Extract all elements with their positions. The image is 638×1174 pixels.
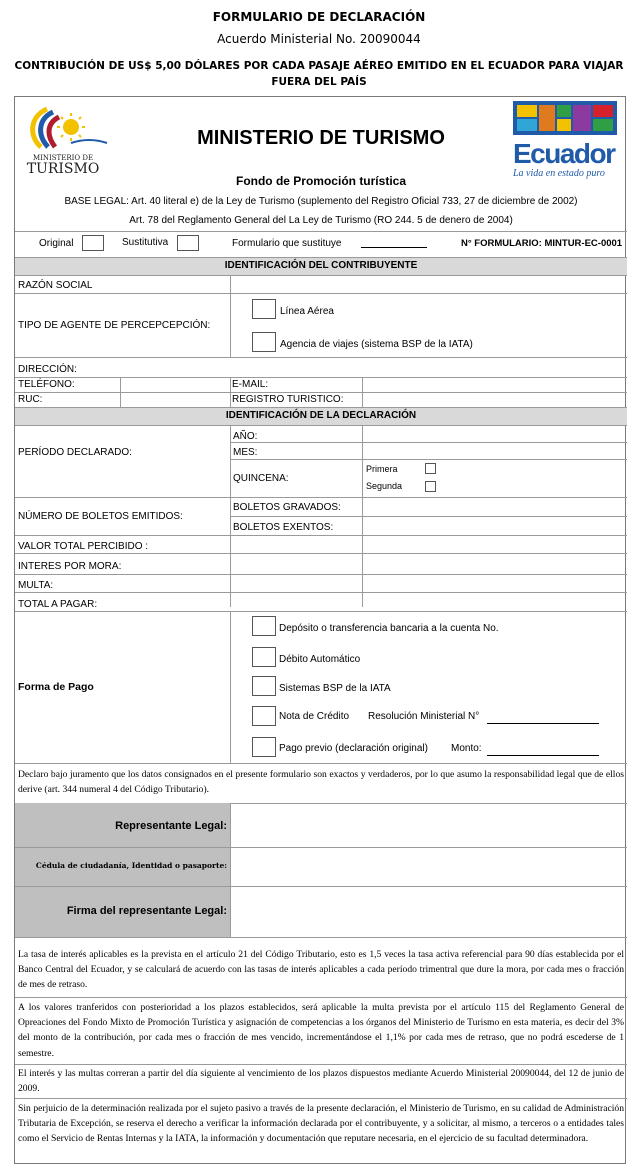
fortnight-first-label: Primera	[366, 464, 398, 474]
ministerial-resolution-label: Resolución Ministerial N°	[368, 711, 480, 722]
total-pay-label: TOTAL A PAGAR:	[18, 599, 98, 610]
legal-base-2: Art. 78 del Reglamento General del La Ley de Turismo (RO 244. 5 de denero de 2004)	[129, 215, 513, 226]
auto-debit-checkbox[interactable]	[252, 647, 276, 667]
taxed-tickets-label: BOLETOS GRAVADOS:	[233, 502, 341, 513]
fortnight-label: QUINCENA:	[233, 473, 289, 484]
year-field[interactable]	[363, 426, 625, 441]
amount-field[interactable]	[487, 755, 599, 756]
fortnight-second-label: Segunda	[366, 481, 403, 491]
credit-note-label: Nota de Crédito	[279, 711, 350, 722]
note-accrual: El interés y las multas correran a partir del día siguiente al vencimiento de los plazos dispuestos mediante Acuerdo Ministerial 20090044, del 12 de junio de 2009.	[18, 1068, 624, 1095]
late-interest-label: INTERES POR MORA:	[18, 561, 122, 572]
exempt-tickets-field[interactable]	[363, 517, 625, 535]
prepayment-label: Pago previo (declaración original)	[279, 743, 428, 754]
declaration-section-title: IDENTIFICACIÓN DE LA DECLARACIÓN	[225, 410, 417, 421]
note-verification: Sin perjuicio de la determinación realizada por el sujeto pasivo a través de la presente declaración, el Ministerio de Turismo, en su calidad de Administración Tributaria de Excepción, se reserva el derecho a verificar la información declarada por el contribuyente, y a solicitar, al mismo, a terceros o a entidades tales como el Servicio de Rentas Internas y la IATA, la información y documentación que reputare necesaria, en el ejercicio de su facultad determinadora.	[18, 1103, 624, 1145]
fund-name: Fondo de Promoción turística	[235, 174, 406, 188]
legal-base: BASE LEGAL: Art. 40 literal e) de la Ley de Turismo (suplemento del Registro Oficial 733, 27 de diciembre de 2002)	[64, 196, 578, 207]
ministerial-resolution-field[interactable]	[487, 723, 599, 724]
amount-label: Monto:	[451, 743, 482, 754]
business-name-field[interactable]	[231, 276, 626, 292]
prepayment-checkbox[interactable]	[252, 737, 276, 757]
auto-debit-label: Débito Automático	[279, 654, 361, 665]
declaration-form	[14, 96, 626, 1164]
fortnight-second-checkbox[interactable]	[425, 481, 436, 492]
substitute-checkbox[interactable]	[177, 235, 199, 251]
original-checkbox[interactable]	[82, 235, 104, 251]
total-value-label: VALOR TOTAL PERCIBIDO :	[18, 541, 149, 552]
period-label: PERÍODO DECLARADO:	[18, 447, 132, 458]
ruc-field[interactable]	[121, 393, 229, 406]
logo-text-line2: TURISMO	[26, 161, 100, 177]
id-doc-label: Cédula de ciudadanía, Identidad o pasaporte:	[35, 861, 227, 870]
ecuador-logo	[513, 101, 619, 179]
phone-field[interactable]	[121, 378, 229, 391]
year-label: AÑO:	[233, 431, 258, 442]
note-interest: La tasa de interés aplicables es la prevista en el artículo 21 del Código Tributario, esto es 1,5 veces la tasa activa referencial para 90 días establecida por el Banco Central del Ecuador, y se calculará de acuerdo con las tasas de interés aplicables a cada período trimentral que dure la mora, por cada mes o fracción de mes de retraso.	[18, 949, 624, 991]
address-field[interactable]	[75, 358, 625, 374]
agent-type-label: TIPO DE AGENTE DE PERCEPCEPCIÓN:	[18, 320, 211, 331]
signature-label: Firma del representante Legal:	[66, 905, 227, 917]
month-label: MES:	[233, 447, 258, 458]
oath-text: Declaro bajo juramento que los datos consignados en el presente formulario son exactos y verdaderos, por lo que asumo la responsabilidad legal que de ellos derive (art. 344 numeral 4 del Código Tributario).	[18, 769, 624, 796]
exempt-tickets-label: BOLETOS EXENTOS:	[233, 522, 334, 533]
credit-note-checkbox[interactable]	[252, 706, 276, 726]
fortnight-first-checkbox[interactable]	[425, 463, 436, 474]
tourism-registry-field[interactable]	[363, 393, 625, 406]
tourism-registry-label: REGISTRO TURISTICO:	[232, 394, 344, 405]
ecuador-tagline: La vida en estado puro	[513, 168, 605, 179]
note-fine: A los valores tranferidos con posterioridad a los plazos establecidos, será aplicable la multa prevista por el artículo 115 del Reglamento General de Opreaciones del Fondo Mixto de Promoción Turística y asignación de competencias a los órganos del Ministerio de Turismo en esta materia, es decir del 3% del monto de la contribución, por cada mes o fracción de mes vencido, incrementándose el 1,1% por cada mes de retraso, que no podrá escederse de 1 semestre.	[18, 1002, 624, 1059]
ecuador-brand: Ecuador	[513, 138, 615, 169]
travel-agency-label: Agencia de viajes (sistema BSP de la IATA)	[280, 339, 473, 350]
replaced-form-field[interactable]	[361, 247, 427, 248]
phone-label: TELÉFONO:	[18, 379, 75, 390]
business-name-label: RAZÓN SOCIAL	[18, 280, 93, 291]
contribution-heading: CONTRIBUCIÓN DE US$ 5,00 DÓLARES POR CADA PASAJE AÉREO EMITIDO EN EL ECUADOR PARA VIAJAR FUERA DEL PAÍS	[14, 60, 624, 88]
payment-method-label: Forma de Pago	[18, 681, 94, 693]
logo-text-line1: MINISTERIO DE	[32, 154, 94, 162]
ministry-name: MINISTERIO DE TURISMO	[197, 127, 445, 149]
bsp-label: Sistemas BSP de la IATA	[279, 683, 391, 694]
form-number: N° FORMULARIO: MINTUR-EC-0001	[461, 238, 623, 249]
total-value-field[interactable]	[363, 536, 625, 553]
late-interest-field[interactable]	[363, 554, 625, 573]
tickets-issued-label: NÚMERO DE BOLETOS EMITIDOS:	[18, 511, 183, 522]
id-doc-field[interactable]	[231, 848, 626, 886]
ecuador-mosaic-icon	[513, 101, 617, 135]
original-label: Original	[39, 238, 74, 249]
legal-rep-label: Representante Legal:	[115, 820, 227, 832]
month-field[interactable]	[363, 443, 625, 458]
fine-field[interactable]	[363, 575, 625, 592]
airline-checkbox[interactable]	[252, 299, 276, 319]
substitute-label: Sustitutiva	[122, 237, 169, 248]
email-label: E-MAIL:	[232, 379, 269, 390]
travel-agency-checkbox[interactable]	[252, 332, 276, 352]
form-title: FORMULARIO DE DECLARACIÓN	[212, 10, 426, 24]
bsp-checkbox[interactable]	[252, 676, 276, 696]
total-pay-field[interactable]	[363, 593, 625, 611]
airline-label: Línea Aérea	[280, 306, 334, 317]
agreement-number: Acuerdo Ministerial No. 20090044	[217, 32, 421, 46]
deposit-label: Depósito o transferencia bancaria a la cuenta No.	[279, 623, 499, 634]
taxed-tickets-field[interactable]	[363, 498, 625, 515]
deposit-checkbox[interactable]	[252, 616, 276, 636]
signature-field[interactable]	[231, 887, 626, 936]
ruc-label: RUC:	[18, 394, 43, 405]
taxpayer-section-title: IDENTIFICACIÓN DEL CONTRIBUYENTE	[224, 260, 418, 271]
address-label: DIRECCIÓN:	[18, 364, 77, 375]
replaced-form-label: Formulario que sustituye	[232, 238, 342, 249]
fine-label: MULTA:	[18, 580, 54, 591]
email-field[interactable]	[363, 378, 625, 391]
legal-rep-field[interactable]	[231, 804, 626, 847]
